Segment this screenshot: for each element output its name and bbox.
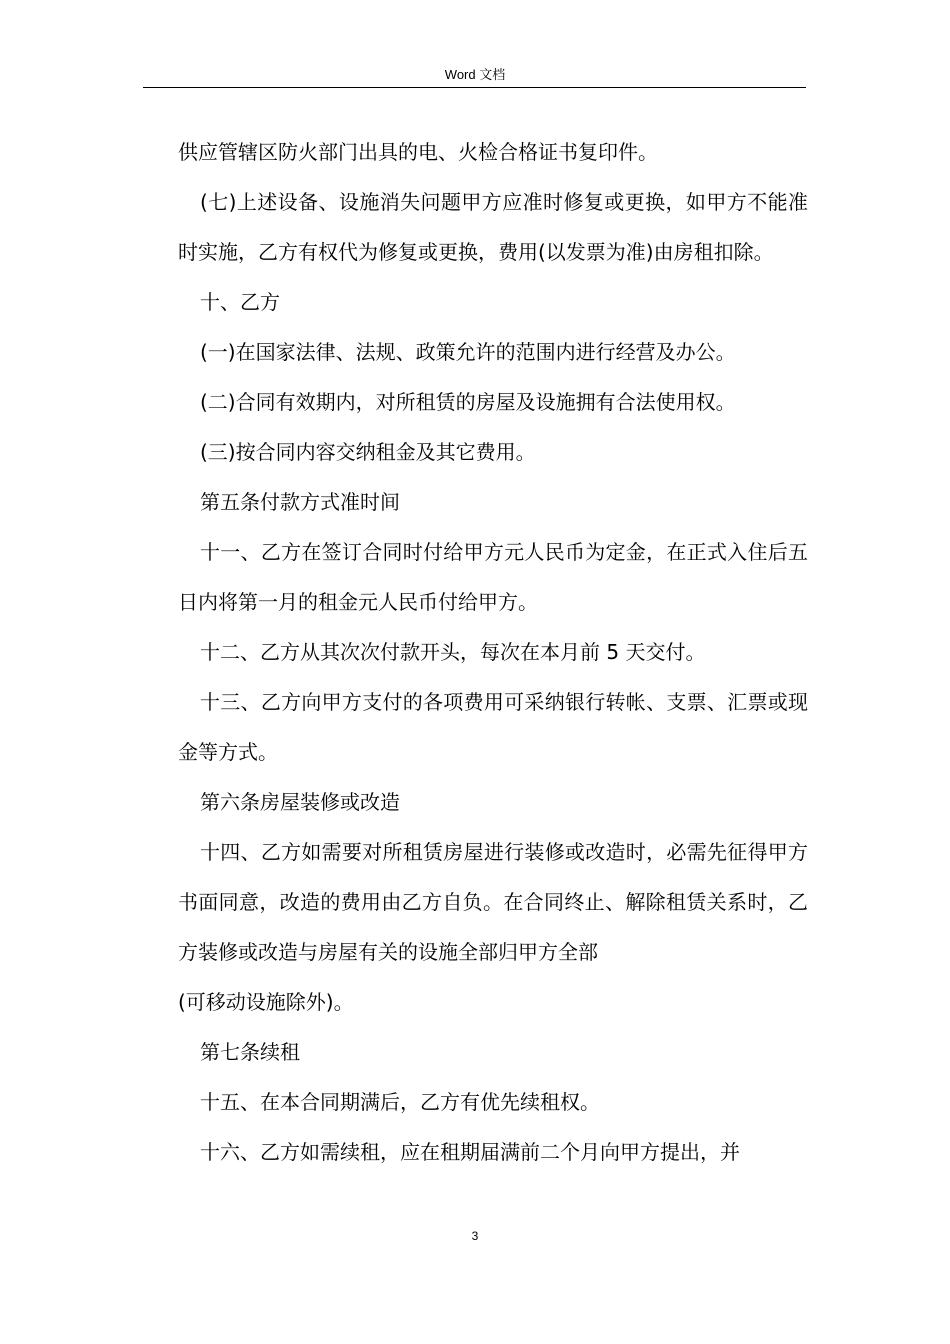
page-header-title: Word 文档 [444, 67, 506, 82]
header-divider [143, 87, 806, 88]
section-heading: 第七条续租 [200, 1040, 300, 1064]
section-heading: 第五条付款方式准时间 [200, 490, 400, 514]
paragraph: (七)上述设备、设施消失问题甲方应准时修复或更换，如甲方不能准时实施，乙方有权代为修复或更换，费用(以发票为准)由房租扣除。 [178, 190, 808, 264]
paragraph: (三)按合同内容交纳租金及其它费用。 [200, 440, 536, 464]
section-heading: 第六条房屋装修或改造 [200, 790, 400, 814]
paragraph: 十五、在本合同期满后，乙方有优先续租权。 [200, 1090, 600, 1114]
paragraph: 十三、乙方向甲方支付的各项费用可采纳银行转帐、支票、汇票或现金等方式。 [178, 690, 808, 764]
paragraph: (可移动设施除外)。 [178, 990, 354, 1014]
section-heading: 十、乙方 [200, 290, 280, 314]
paragraph: (一)在国家法律、法规、政策允许的范围内进行经营及办公。 [200, 340, 736, 364]
document-body [178, 127, 808, 1177]
paragraph: 十一、乙方在签订合同时付给甲方元人民币为定金，在正式入住后五日内将第一月的租金元人民币付给甲方。 [178, 540, 808, 614]
paragraph: 十四、乙方如需要对所租赁房屋进行装修或改造时，必需先征得甲方书面同意，改造的费用由乙方自负。在合同终止、解除租赁关系时，乙方装修或改造与房屋有关的设施全部归甲方全部 [178, 840, 808, 964]
paragraph: 十六、乙方如需续租，应在租期届满前二个月向甲方提出，并 [200, 1140, 740, 1164]
paragraph: 供应管辖区防火部门出具的电、火检合格证书复印件。 [178, 140, 658, 164]
paragraph: (二)合同有效期内，对所租赁的房屋及设施拥有合法使用权。 [200, 390, 736, 414]
paragraph: 十二、乙方从其次次付款开头，每次在本月前 5 天交付。 [200, 640, 706, 664]
page-number: 3 [471, 1229, 479, 1243]
